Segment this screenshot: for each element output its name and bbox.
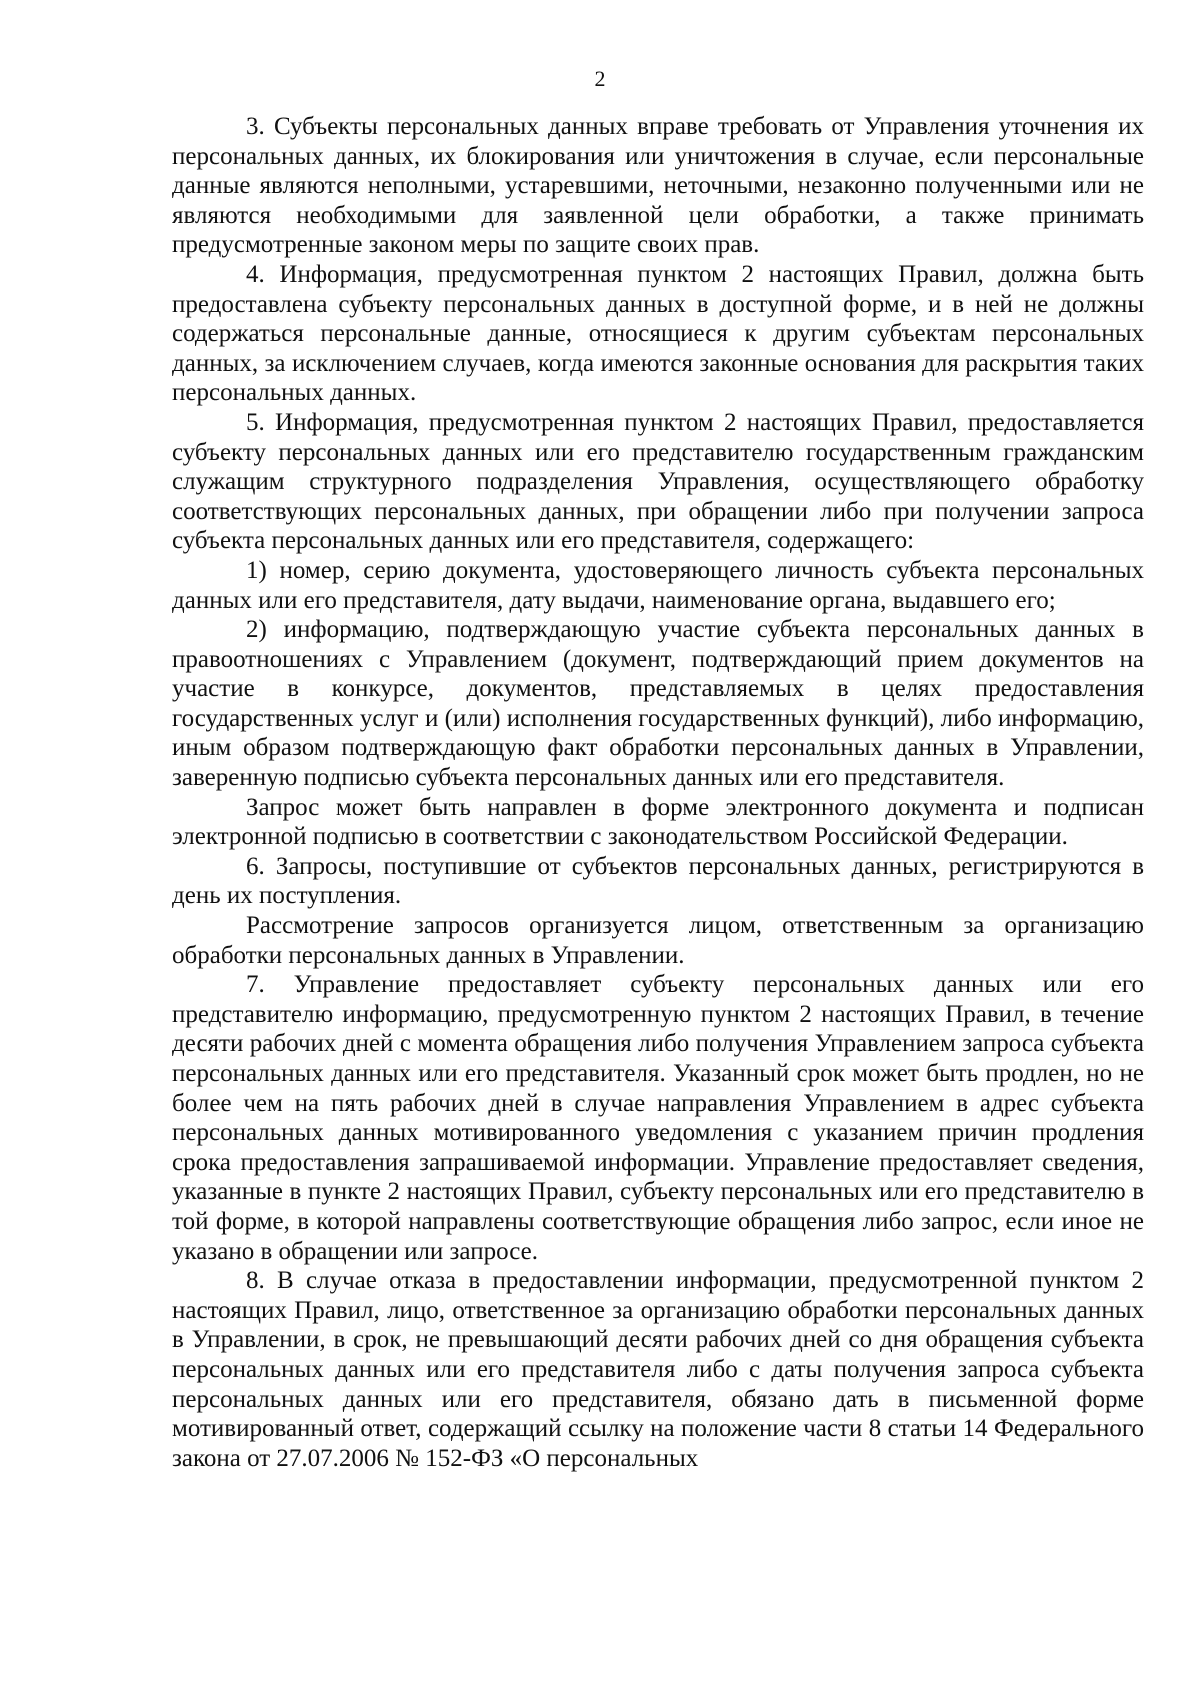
paragraph-3: 3. Субъекты персональных данных вправе требовать от Управления уточнения их персональных данных, их блокирования или уничтожения в случае, если персональные данные являются неполными, устаревшими, неточными, незаконно полученными или не являются необходимыми для заявленной цели обработки, а также принимать предусмотренные законом меры по защите своих прав. xyxy=(172,113,1144,259)
paragraph-5-item-1: 1) номер, серию документа, удостоверяющего личность субъекта персональных данных или его представителя, дату выдачи, наименование органа, выдавшего его; xyxy=(172,556,1144,614)
paragraph-request-review: Рассмотрение запросов организуется лицом, ответственным за организацию обработки персональных данных в Управлении. xyxy=(172,912,1144,969)
paragraph-5: 5. Информация, предусмотренная пунктом 2 настоящих Правил, предоставляется субъекту персональных данных или его представителю государственным гражданским служащим структурного подразделения Управления, осуществляющего обработку соответствующих персональных данных, при обращении либо при получении запроса субъекта персональных данных или его представителя, содержащего: xyxy=(172,408,1144,555)
paragraph-5-item-2: 2) информацию, подтверждающую участие субъекта персональных данных в правоотношениях с Управлением (документ, подтверждающий прием документов на участие в конкурсе, документов, представляемых в целях предоставления государственных услуг и (или) исполнения государственных функций), либо информацию, иным образом подтверждающую факт обработки персональных данных в Управлении, заверенную подписью субъекта персональных данных или его представителя. xyxy=(172,616,1144,792)
paragraph-4: 4. Информация, предусмотренная пунктом 2 настоящих Правил, должна быть предоставлена субъекту персональных данных в доступной форме, и в ней не должны содержаться персональные данные, относящиеся к другим субъектам персональных данных, за исключением случаев, когда имеются законные основания для раскрытия таких персональных данных. xyxy=(172,260,1144,407)
paragraph-request-form: Запрос может быть направлен в форме электронного документа и подписан электронной подписью в соответствии с законодательством Российской Федерации. xyxy=(172,793,1144,851)
paragraph-8: 8. В случае отказа в предоставлении информации, предусмотренной пунктом 2 настоящих Правил, лицо, ответственное за организацию обработки персональных данных в Управлении, в срок, не превышающий десяти рабочих дней со дня обращения субъекта персональных данных или его представителя либо с даты получения запроса субъекта персональных данных или его представителя, обязано дать в письменной форме мотивированный ответ, содержащий ссылку на положение части 8 статьи 14 Федерального закона от 27.07.2006 № 152-ФЗ «О персональных xyxy=(172,1267,1144,1472)
page-number: 2 xyxy=(594,66,606,91)
document-body xyxy=(172,112,1144,1473)
paragraph-7: 7. Управление предоставляет субъекту персональных данных или его представителю информацию, предусмотренную пунктом 2 настоящих Правил, в течение десяти рабочих дней с момента обращения либо получения Управлением запроса субъекта персональных данных или его представителя. Указанный срок может быть продлен, но не более чем на пять рабочих дней в случае направления Управлением в адрес субъекта персональных данных мотивированного уведомления с указанием причин продления срока предоставления запрашиваемой информации. Управление предоставляет сведения, указанные в пункте 2 настоящих Правил, субъекту персональных или его представителю в той форме, в которой направлены соответствующие обращения либо запрос, если иное не указано в обращении или запросе. xyxy=(172,971,1144,1265)
paragraph-6: 6. Запросы, поступившие от субъектов персональных данных, регистрируются в день их поступления. xyxy=(172,852,1144,910)
